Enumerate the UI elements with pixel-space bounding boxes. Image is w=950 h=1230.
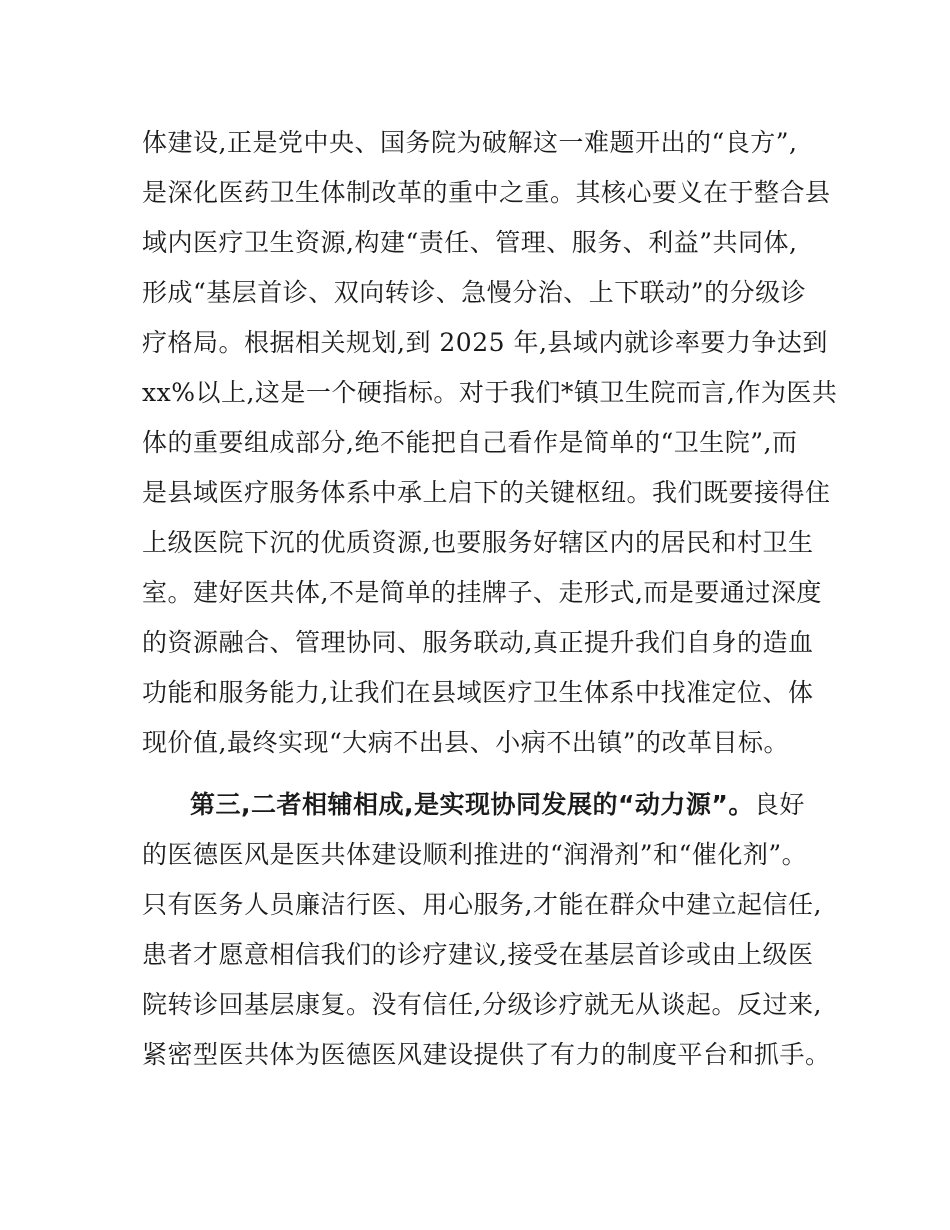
text-line: 体的重要组成部分,绝不能把自己看作是简单的“卫生院”,而 bbox=[142, 428, 798, 457]
text-line: 的资源融合、管理协同、服务联动,真正提升我们自身的造血 bbox=[142, 628, 814, 657]
text-fragment: 良好 bbox=[753, 790, 805, 819]
text-line: 体建设,正是党中央、国务院为破解这一难题开出的“良方”, bbox=[142, 128, 798, 157]
text-line: 是深化医药卫生体制改革的重中之重。其核心要义在于整合县 bbox=[142, 178, 831, 207]
text-line: 院转诊回基层康复。没有信任,分级诊疗就无从谈起。反过来, bbox=[142, 990, 822, 1019]
text-line: 上级医院下沉的优质资源,也要服务好辖区内的居民和村卫生 bbox=[142, 528, 814, 557]
section-heading: 第三,二者相辅相成,是实现协同发展的“动力源”。 bbox=[190, 790, 754, 819]
text-line: 形成“基层首诊、双向转诊、急慢分治、上下联动”的分级诊 bbox=[142, 278, 807, 307]
text-line: 现价值,最终实现“大病不出县、小病不出镇”的改革目标。 bbox=[142, 728, 790, 757]
text-line: 是县域医疗服务体系中承上启下的关键枢纽。我们既要接得住 bbox=[142, 478, 831, 507]
paragraph-first-line bbox=[190, 790, 880, 820]
text-line: 功能和服务能力,让我们在县域医疗卫生体系中找准定位、体 bbox=[142, 678, 814, 707]
text-line: 紧密型医共体为医德医风建设提供了有力的制度平台和抓手。 bbox=[142, 1040, 831, 1069]
text-line: 患者才愿意相信我们的诊疗建议,接受在基层首诊或由上级医 bbox=[142, 940, 814, 969]
text-line: 室。建好医共体,不是简单的挂牌子、走形式,而是要通过深度 bbox=[142, 578, 822, 607]
text-line: 疗格局。根据相关规划,到 2025 年,县域内就诊率要力争达到 bbox=[142, 328, 828, 357]
text-line: 域内医疗卫生资源,构建“责任、管理、服务、利益”共同体, bbox=[142, 228, 798, 257]
text-line: xx%以上,这是一个硬指标。对于我们*镇卫生院而言,作为医共 bbox=[142, 378, 838, 407]
text-line: 的医德医风是医共体建设顺利推进的“润滑剂”和“催化剂”。 bbox=[142, 840, 808, 869]
text-line: 只有医务人员廉洁行医、用心服务,才能在群众中建立起信任, bbox=[142, 890, 822, 919]
